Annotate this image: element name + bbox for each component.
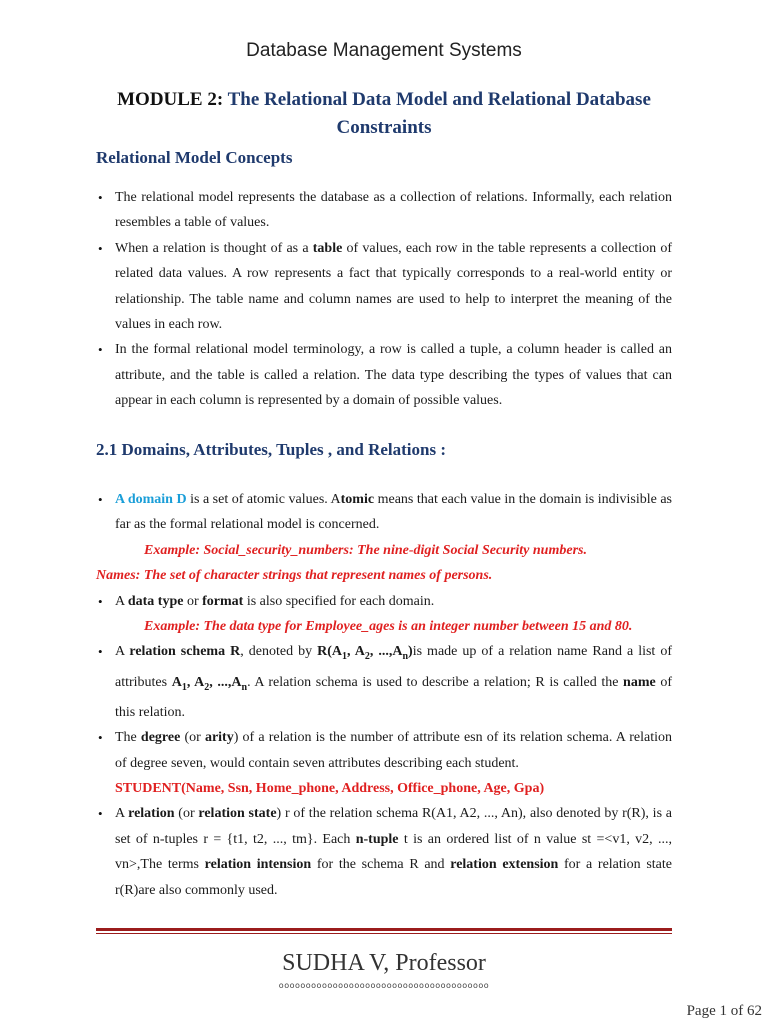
page-number: Page 1 of 62 <box>686 1003 762 1019</box>
bullet-data-type <box>96 589 672 640</box>
relational-model-bullets <box>96 185 672 414</box>
attribute-list <box>171 674 248 693</box>
term-domain: A domain D <box>115 492 187 507</box>
section-heading-relational-model: Relational Model Concepts <box>96 148 293 167</box>
bullet-text: . A relation schema is used to describe a relation; R is called the <box>247 674 624 690</box>
module-title <box>96 86 672 142</box>
subscript: n <box>402 651 409 663</box>
domains-bullets <box>96 487 672 903</box>
bullet-text: for the schema R and <box>311 857 451 873</box>
bullet-text: ) r of the relation schema R(A1, A2, ..., An), also denoted by r(R), is a set of n-tuples r = {t1, t2, ..., tm}. Each <box>115 806 673 847</box>
bullet-text: (or <box>180 730 205 746</box>
example-ssn: Example: Social_security_numbers: The nine-digit Social Security numbers. <box>144 542 587 558</box>
footer-divider-thick <box>96 928 672 931</box>
term-atomic: tomic <box>340 492 375 507</box>
bullet-text: When a relation is thought of as a <box>115 240 313 256</box>
bullet-text: of this relation. <box>115 674 672 720</box>
schema-part: , ...,A <box>369 644 403 660</box>
example-names: Names: The set of character strings that represent names of persons. <box>96 568 493 584</box>
bullet-text: , denoted by <box>240 644 318 660</box>
bullet-degree <box>96 725 672 801</box>
bullet-text: (or <box>174 806 199 822</box>
schema-notation <box>317 644 413 663</box>
term-data-type: data type <box>127 593 184 609</box>
term-relation: relation <box>128 806 175 822</box>
bullet-relational-model <box>96 185 672 236</box>
bullet-text: means that each value in the domain is indivisible as far as the formal relational model is concerned. <box>115 492 672 533</box>
bullet-text: is made up of a relation name Rand a list of attributes <box>115 644 672 690</box>
bullet-text: is a set of atomic values. A <box>186 492 341 507</box>
subscript: 2 <box>204 681 210 693</box>
module-name: The Relational Data Model and Relational Database Constraints <box>227 89 651 138</box>
schema-part: R(A <box>317 644 342 660</box>
term-arity: arity <box>204 730 234 746</box>
term-relation-state: relation state <box>198 806 277 822</box>
schema-part: , A <box>186 674 205 690</box>
example-student-schema: STUDENT(Name, Ssn, Home_phone, Address, Office_phone, Age, Gpa) <box>115 781 545 797</box>
bullet-text: t is an ordered list of n value st =<v1, v2, ..., vn>,The terms <box>115 831 672 873</box>
bullet-text: The relational model represents the database as a collection of relations. Informally, each relation resembles a table of values. <box>115 190 672 231</box>
term-table: table <box>312 240 343 256</box>
running-header: Database Management Systems <box>246 40 522 61</box>
footer-ornament: ooooooooooooooooooooooooooooooooooooooo <box>278 981 490 990</box>
bullet-relation-table <box>96 236 672 338</box>
schema-part: , A <box>346 644 365 660</box>
bullet-text: ) of a relation is the number of attribute esn of its relation schema. A relation of degree seven, would contain seven attributes describing each student. <box>115 730 672 771</box>
bullet-text: A <box>115 806 129 822</box>
bullet-text: is also specified for each domain. <box>243 593 435 609</box>
footer-divider-thin <box>96 933 672 934</box>
bullet-text: In the formal relational model terminology, a row is called a tuple, a column header is called an attribute, and the table is called a relation. The data type describing the types of values that can appear in each column is represented by a domain of possible values. <box>115 342 672 409</box>
bullet-terminology <box>96 337 672 413</box>
term-relation-schema: relation schema R <box>129 644 241 660</box>
bullet-text: of values, each row in the table represents a collection of related data values. A row represents a fact that typically corresponds to a real-world entity or relationship. The table name and column names are used to help to interpret the meaning of the values in each row. <box>115 240 672 333</box>
bullet-text: The <box>115 730 141 746</box>
schema-part: , ...,A <box>209 674 242 690</box>
term-name: name <box>623 674 656 690</box>
bullet-relation-schema <box>96 639 672 725</box>
term-degree: degree <box>140 730 181 746</box>
bullet-text: for a relation state r(R)are also commonly used. <box>115 857 673 898</box>
term-relation-extension: relation extension <box>450 857 559 873</box>
bullet-domain <box>96 487 672 538</box>
bullet-relation-state <box>96 801 672 903</box>
term-n-tuple: n-tuple <box>355 831 399 847</box>
subscript: 1 <box>181 681 187 693</box>
term-relation-intension: relation intension <box>204 857 312 873</box>
bullet-text: or <box>183 593 203 609</box>
term-format: format <box>202 593 244 609</box>
module-number: MODULE 2: <box>117 89 224 110</box>
example-employee-ages: Example: The data type for Employee_ages is an integer number between 15 and 80. <box>144 619 633 635</box>
schema-part: A <box>171 674 182 690</box>
subscript: 2 <box>364 651 370 663</box>
subscript: 1 <box>341 651 347 663</box>
footer-author: SUDHA V, Professor <box>282 950 486 976</box>
bullet-text: A <box>115 593 128 609</box>
bullet-text: A <box>115 644 130 660</box>
subscript: n <box>241 681 248 693</box>
schema-part: ) <box>408 644 413 660</box>
section-heading-domains: 2.1 Domains, Attributes, Tuples , and Relations : <box>96 440 446 459</box>
